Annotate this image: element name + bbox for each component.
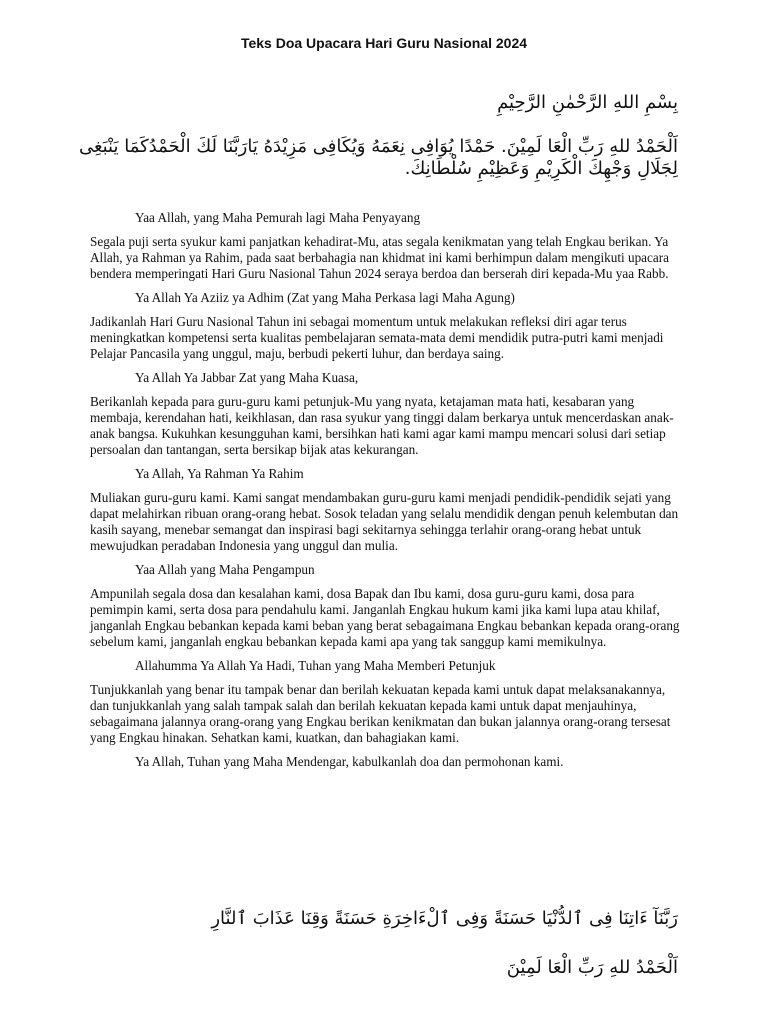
section-heading: Ya Allah Ya Jabbar Zat yang Maha Kuasa, bbox=[135, 370, 359, 385]
section-heading: Allahumma Ya Allah Ya Hadi, Tuhan yang Maha Memberi Petunjuk bbox=[135, 658, 496, 673]
arabic-hamdalah: اَلْحَمْدُ للهِ رَبِّ الْعَا لَمِيْنَ. حَمْدًا يُوَافِى نِعَمَهُ وَيُكَافِى مَزِيْدَهُ يَارَبَّنَا لَكَ الْحَمْدُكَمَا يَنْبَغِى لِجَلَالِ وَجْهِكَ الْكَرِيْمِ وَعَظِيْمِ سُلْطَانِكَ. bbox=[78, 136, 678, 179]
section-paragraph: Berikanlah kepada para guru-guru kami petunjuk-Mu yang nyata, ketajaman mata hati, kesabaran yang membaja, kerendahan hati, keikhlasan, dan rasa syukur yang tinggi dalam berkarya untuk mencerdaskan anak-anak bangsa. Kukuhkan kesungguhan kami, bersihkan hati kami agar kami mampu mencari solusi dari setiap persoalan dan tantangan, serta bersikap bijak atas kekurangan. bbox=[90, 394, 674, 457]
section-heading: Ya Allah Ya Aziiz ya Adhim (Zat yang Maha Perkasa lagi Maha Agung) bbox=[135, 290, 515, 305]
document-title: Teks Doa Upacara Hari Guru Nasional 2024 bbox=[240, 35, 528, 51]
section-paragraph: Jadikanlah Hari Guru Nasional Tahun ini sebagai momentum untuk melakukan refleksi diri agar terus meningkatkan kompetensi serta kualitas pembelajaran semata-mata demi mendidik putra-putri kami menjadi Pelajar Pancasila yang unggul, maju, berbudi pekerti luhur, dan berdaya saing. bbox=[90, 314, 664, 361]
section-paragraph: Segala puji serta syukur kami panjatkan kehadirat-Mu, atas segala kenikmatan yang telah Engkau berikan. Ya Allah, ya Rahman ya Rahim, pada saat berbahagia nan khidmat ini kami berhimpun dalam mengikuti upacara bendera memperingati Hari Guru Nasional Tahun 2024 seraya berdoa dan berserah diri kepada-Mu yaa Rabb. bbox=[90, 234, 669, 281]
section-heading: Yaa Allah, yang Maha Pemurah lagi Maha Penyayang bbox=[135, 210, 421, 225]
arabic-closing: اَلْحَمْدُ للهِ رَبِّ الْعَا لَمِيْنَ bbox=[506, 957, 678, 978]
closing-heading: Ya Allah, Tuhan yang Maha Mendengar, kabulkanlah doa dan permohonan kami. bbox=[135, 754, 564, 769]
arabic-basmala: بِسْمِ اللهِ الرَّحْمٰنِ الرَّحِيْمِ bbox=[497, 92, 678, 113]
section-paragraph: Ampunilah segala dosa dan kesalahan kami, dosa Bapak dan Ibu kami, dosa guru-guru kami, dosa para pemimpin kami, serta dosa para pendahulu kami. Janganlah Engkau hukum kami jika kami lupa atau khilaf, janganlah Engkau bebankan kepada kami beban yang berat sebagaimana Engkau bebankan kepada orang-orang sebelum kami, janganlah engkau bebankan kepada kami apa yang tak sanggup kami memikulnya. bbox=[90, 586, 680, 649]
arabic-rabbana: رَبَّنَآ ءَاتِنَا فِى ٱلدُّنْيَا حَسَنَةً وَفِى ٱلْءَاخِرَةِ حَسَنَةً وَقِنَا عَذَابَ ٱلنَّارِ bbox=[211, 908, 678, 929]
section-heading: Ya Allah, Ya Rahman Ya Rahim bbox=[135, 466, 304, 481]
section-heading: Yaa Allah yang Maha Pengampun bbox=[135, 562, 315, 577]
section-paragraph: Muliakan guru-guru kami. Kami sangat mendambakan guru-guru kami menjadi pendidik-pendidik sejati yang dapat melahirkan ribuan orang-orang hebat. Sosok teladan yang selalu mendidik dengan penuh kelembutan dan kasih sayang, menebar semangat dan inspirasi bagi sekitarnya sehingga terlahir orang-orang hebat untuk mewujudkan peradaban Indonesia yang unggul dan mulia. bbox=[90, 490, 679, 553]
section-paragraph: Tunjukkanlah yang benar itu tampak benar dan berilah kekuatan kepada kami untuk dapat melaksanakannya, dan tunjukkanlah yang salah tampak salah dan berilah kekuatan kepada kami untuk dapat menjauhinya, sebagaimana jalannya orang-orang yang Engkau berikan kenikmatan dan bukan jalannya orang-orang tersesat yang Engkau hinakan. Sehatkan kami, kuatkan, dan bahagiakan kami. bbox=[90, 682, 671, 745]
prayer-body bbox=[90, 210, 680, 778]
